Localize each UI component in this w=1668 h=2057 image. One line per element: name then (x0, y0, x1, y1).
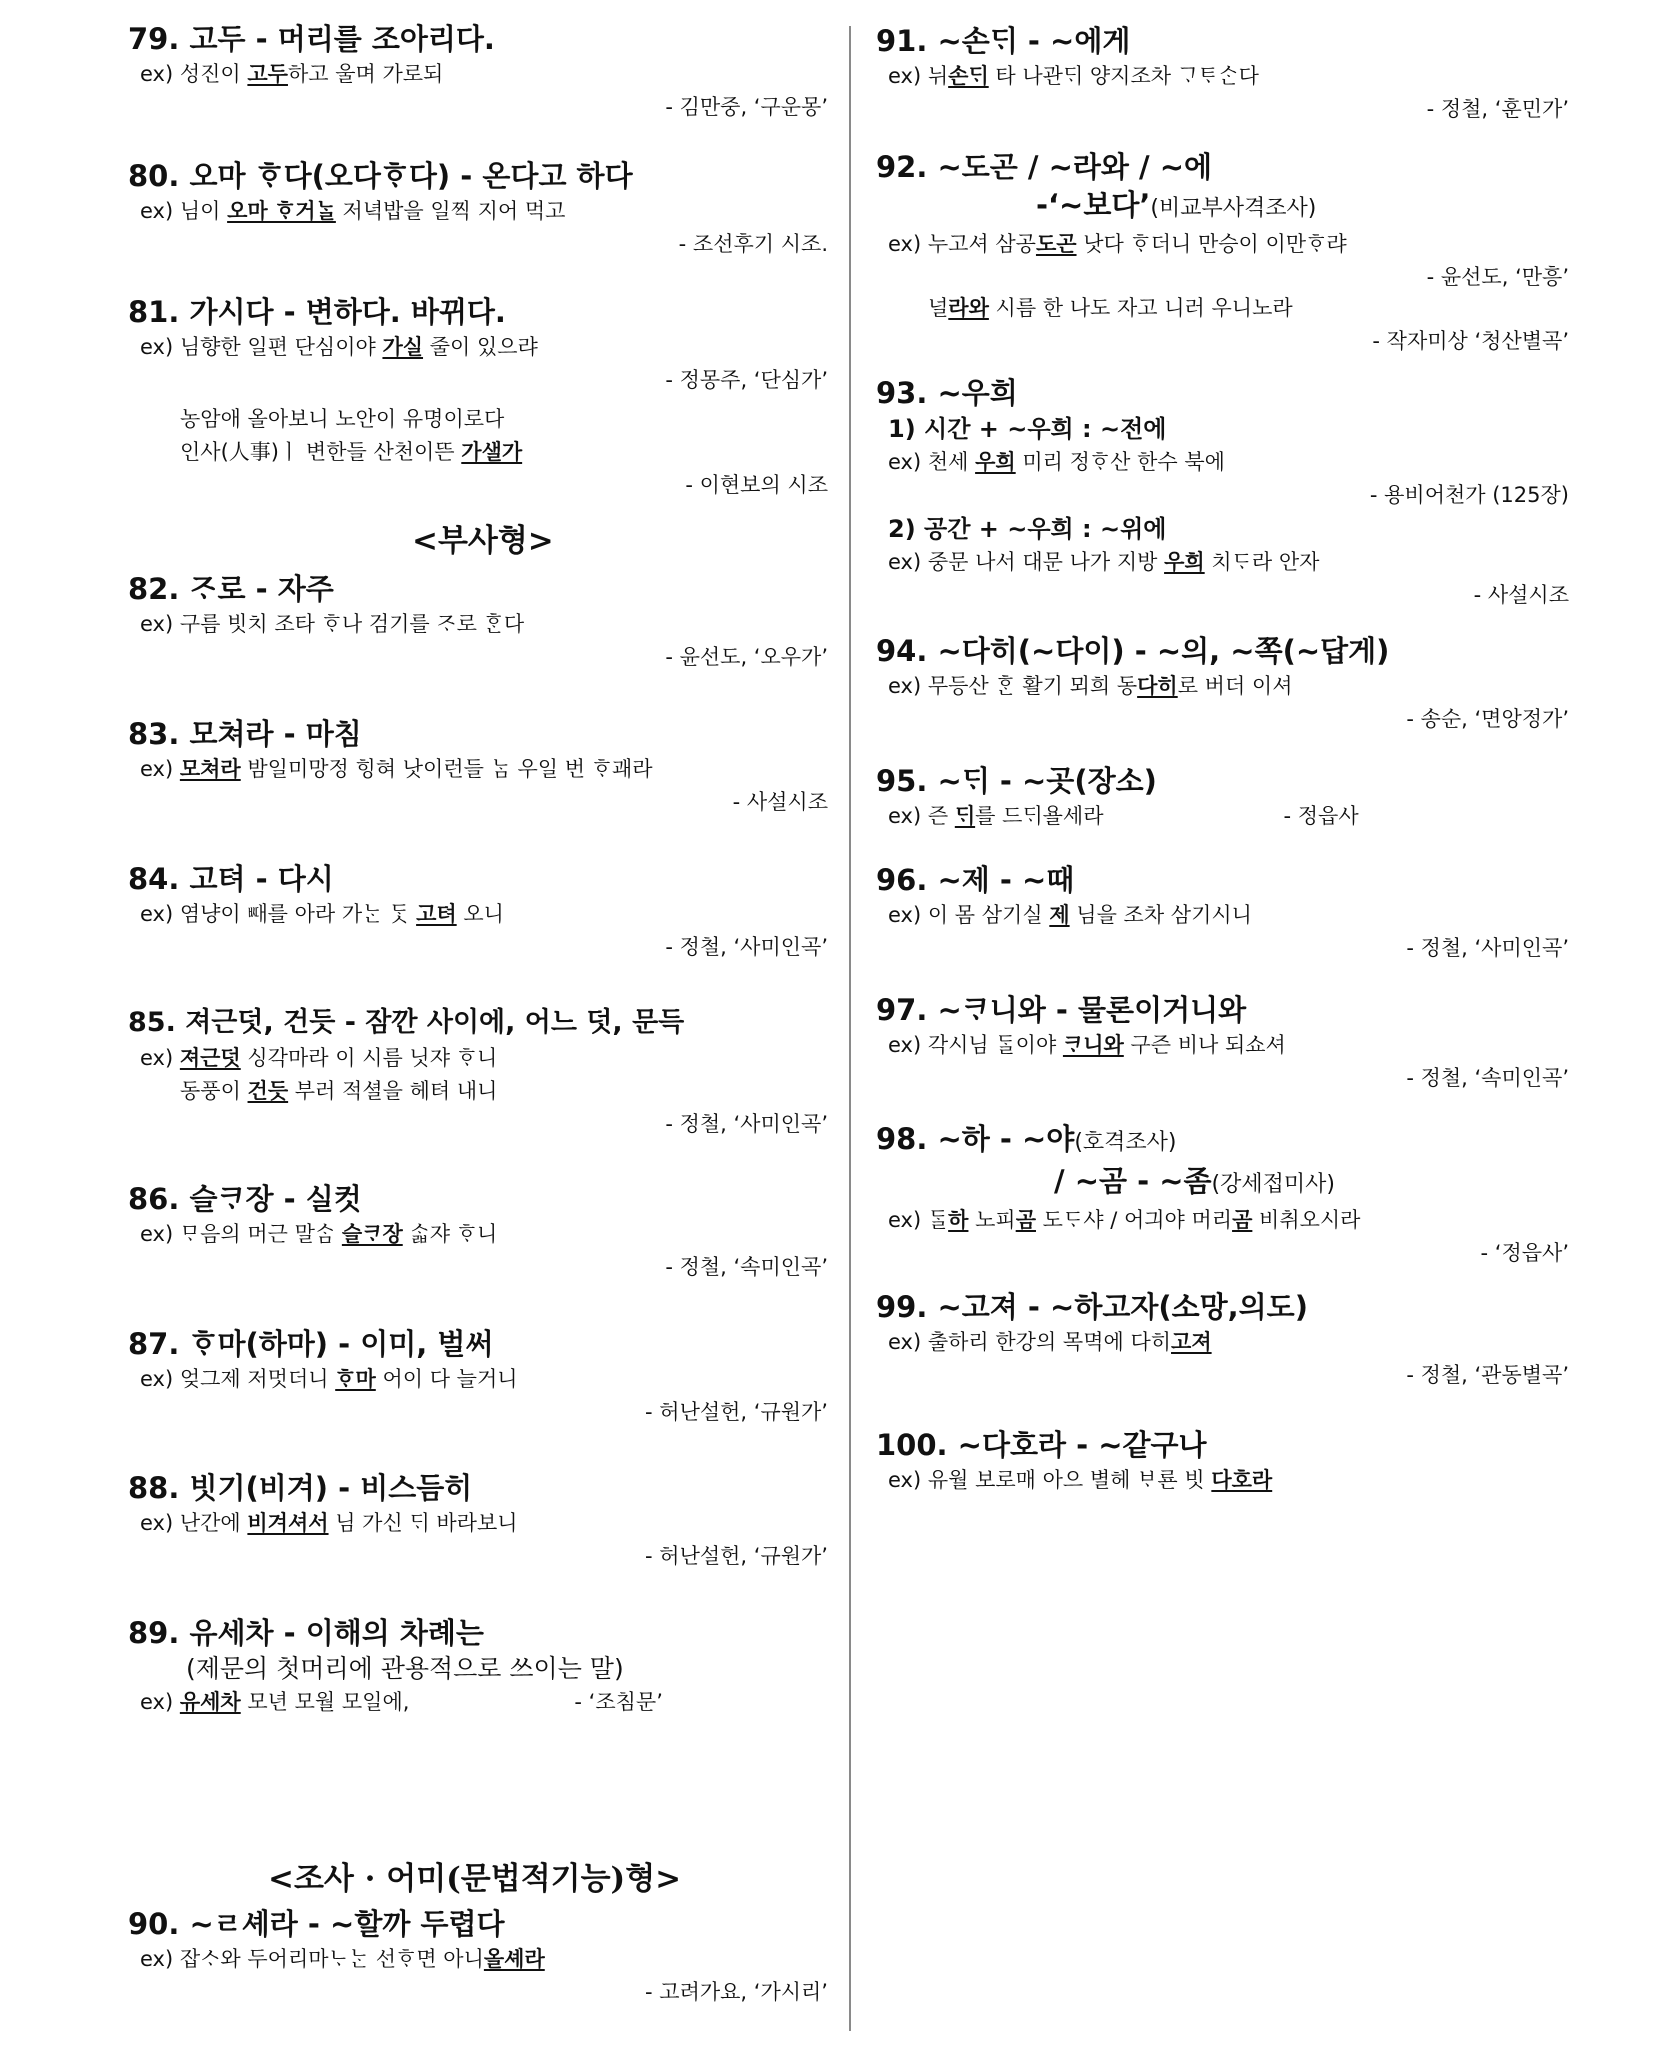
example-text: ex) (140, 1046, 180, 1070)
entry-heading-text: 98. ~하 - ~야 (876, 1122, 1075, 1156)
entry-note: (제문의 첫머리에 관용적으로 쓰이는 말) (186, 1654, 624, 1683)
entry-heading: 100. ~다호라 - ~같구나 (876, 1428, 1207, 1462)
example-text: 구즌 비나 되쇼셔 (1123, 1033, 1286, 1057)
example-text: 님 가신 ᄃᆡ 바라보니 (328, 1511, 518, 1535)
keyword: 고텨 (416, 902, 457, 926)
source-citation: - 용비어천가 (125장) (1369, 483, 1569, 507)
example-text: 동풍이 (180, 1079, 248, 1103)
example-text: 비취오시라 (1252, 1208, 1361, 1232)
source-citation: - 정철, ‘속미인곡’ (1406, 1066, 1569, 1090)
entry-heading: 88. 빗기(비겨) - 비스듬히 (128, 1471, 473, 1505)
example-line (128, 1042, 828, 1075)
example-line (128, 1363, 828, 1396)
keyword: 모쳐라 (179, 757, 241, 781)
example-line (128, 1686, 828, 1719)
entry-82 (128, 570, 828, 674)
example-text: 줄이 있으랴 (423, 335, 538, 359)
section-heading-adverb: <부사형> (412, 523, 554, 559)
example-line (128, 1218, 828, 1251)
example-line: 농암애 올아보니 노안이 유명이로다 (180, 407, 505, 431)
source-citation: - 허난설헌, ‘규원가’ (645, 1400, 828, 1424)
example-text: ex) (140, 757, 180, 781)
example-line (876, 228, 1576, 261)
entry-heading: 96. ~제 - ~때 (876, 863, 1075, 897)
source-citation: - ‘정읍사’ (1480, 1241, 1569, 1265)
source-citation: - 정읍사 (1283, 804, 1359, 828)
section-heading-particle: <조사 · 어미(문법적기능)형> (268, 1861, 682, 1897)
example-line (876, 546, 1576, 579)
source-citation: - 조선후기 시조. (678, 232, 828, 256)
entry-heading-cont (876, 1162, 1576, 1204)
example-text: ex) 염냥이 ᄣᅢ를 아라 가ᄂᆞᆫ ᄃᆞᆺ (140, 902, 417, 926)
keyword: 제 (1049, 903, 1070, 927)
entry-91 (876, 22, 1576, 126)
keyword: 유세차 (179, 1690, 241, 1714)
entry-heading: 93. ~우희 (876, 376, 1018, 410)
example-line: ex) 구름 빗치 조타 ᄒᆞ나 검기를 ᄌᆞ로 ᄒᆞᆫ다 (140, 612, 525, 636)
example-line (128, 1943, 828, 1976)
entry-heading-text: / ~곰 - ~좀 (1054, 1164, 1212, 1198)
keyword: 올셰라 (483, 1947, 545, 1971)
entry-heading-cont (876, 186, 1576, 228)
entry-heading: 83. 모쳐라 - 마침 (128, 717, 362, 751)
entry-heading: 97. ~ᄏᆞ니와 - 물론이거니와 (876, 993, 1247, 1027)
source-citation: - 고려가요, ‘가시리’ (645, 1980, 828, 2004)
source-citation: - 정철, ‘훈민가’ (1426, 97, 1569, 121)
source-citation: - ‘조침문’ (574, 1690, 663, 1714)
keyword: 고두 (247, 62, 288, 86)
example-line (876, 1464, 1576, 1497)
entry-heading: 86. 슬ᄏᆞ장 - 실컷 (128, 1182, 362, 1216)
entry-84 (128, 860, 828, 964)
entry-85 (128, 1004, 828, 1141)
keyword: ᄃᆡ (954, 804, 976, 828)
source-citation: - 사설시조 (732, 790, 828, 814)
example-text: 낫다 ᄒᆞ더니 만승이 이만ᄒᆞ랴 (1076, 232, 1347, 256)
entry-95 (876, 762, 1576, 833)
entry-100 (876, 1426, 1576, 1497)
example-line (128, 436, 828, 469)
source-citation: - 허난설헌, ‘규원가’ (645, 1544, 828, 1568)
example-text: 타 나관ᄃᆡ 양지조차 ᄀᆞᄐᆞᄉᆞᆫ다 (988, 64, 1259, 88)
example-line (876, 446, 1576, 479)
entry-heading: 89. 유세차 - 이해의 차례는 (128, 1616, 484, 1650)
example-text: 도ᄃᆞ샤 / 어긔야 머리 (1035, 1208, 1233, 1232)
keyword: 손ᄃᆡ (948, 64, 989, 88)
example-text: ex) 무등산 ᄒᆞᆫ 활기 뫼희 동 (888, 674, 1138, 698)
example-line (876, 670, 1576, 703)
entry-heading-text: -‘~보다’ (1036, 188, 1151, 222)
entry-79 (128, 20, 828, 124)
example-text: 시름 한 나도 자고 니러 우니노라 (988, 296, 1293, 320)
entry-heading: 84. 고텨 - 다시 (128, 862, 334, 896)
keyword: 고져 (1171, 1330, 1212, 1354)
example-text: ex) 엊그제 저멋더니 (140, 1367, 336, 1391)
entry-89 (128, 1614, 828, 1719)
example-text: 모년 모월 모일에, (240, 1690, 410, 1714)
entry-97 (876, 991, 1576, 1095)
source-citation: - 정몽주, ‘단심가’ (665, 368, 828, 392)
entry-92 (876, 148, 1576, 358)
entry-heading: 92. ~도곤 / ~라와 / ~에 (876, 150, 1213, 184)
example-text: ᄉᆞᆲ쟈 ᄒᆞ니 (402, 1222, 498, 1246)
example-line (128, 195, 828, 228)
keyword: 슬ᄏᆞ장 (341, 1222, 403, 1246)
sense-heading-space: 2) 공간 + ~우희 : ~위에 (888, 515, 1167, 543)
entry-heading: 90. ~ㄹ셰라 - ~할까 두렵다 (128, 1907, 505, 1941)
example-text: 인사(人事)ㅣ 변한들 산천이뜬 (180, 440, 462, 464)
example-line (876, 60, 1576, 93)
example-text: 노피 (968, 1208, 1016, 1232)
keyword: 우희 (1164, 550, 1205, 574)
source-citation: - 정철, ‘사미인곡’ (665, 1112, 828, 1136)
example-line (128, 331, 828, 364)
example-text: ex) 님향한 일편 단심이야 (140, 335, 383, 359)
entry-heading: 85. 져근덧, 건듯 - 잠깐 사이에, 어느 덧, 문득 (128, 1007, 685, 1038)
entry-90 (128, 1905, 828, 2009)
example-line (128, 753, 828, 786)
example-text: 널 (928, 296, 949, 320)
entry-gloss-note: (강세접미사) (1211, 1172, 1335, 1197)
entry-heading (876, 1120, 1576, 1162)
example-text: ex) 유월 보로매 아으 별헤 ᄇᆞ룐 빗 (888, 1468, 1212, 1492)
example-line (128, 898, 828, 931)
sense-heading-time: 1) 시간 + ~우희 : ~전에 (888, 415, 1167, 443)
example-line (876, 899, 1576, 932)
keyword: 가샐가 (461, 440, 523, 464)
keyword: 다히 (1137, 674, 1178, 698)
example-text: 를 드ᄃᆡ욜세라 (975, 804, 1104, 828)
example-text: ex) 잡ᄉᆞ와 두어리마ᄂᆞᄂᆞᆫ 선ᄒᆞ면 아니 (140, 1947, 484, 1971)
example-text: ex) 성진이 (140, 62, 248, 86)
entry-heading: 87. ᄒᆞ마(하마) - 이미, 벌써 (128, 1327, 494, 1361)
keyword: 우희 (975, 450, 1016, 474)
source-citation: - 정철, ‘관동별곡’ (1406, 1363, 1569, 1387)
entry-heading: 95. ~ᄃᆡ - ~곳(장소) (876, 764, 1157, 798)
example-text: 어이 다 늘거니 (375, 1367, 518, 1391)
entry-heading: 80. 오마 ᄒᆞ다(오다ᄒᆞ다) - 온다고 하다 (128, 159, 633, 193)
keyword: 하 (948, 1208, 969, 1232)
example-line (128, 1075, 828, 1108)
entry-heading: 82. ᄌᆞ로 - 자주 (128, 572, 334, 606)
entry-heading: 99. ~고져 - ~하고자(소망,의도) (876, 1290, 1308, 1324)
entry-98 (876, 1120, 1576, 1270)
entry-87 (128, 1325, 828, 1429)
example-text: 님을 조차 삼기시니 (1069, 903, 1252, 927)
example-text: 밤일미망정 힝혀 낫이런들 ᄂᆞᆷ 우일 번 ᄒᆞ괘라 (240, 757, 653, 781)
example-text: ex) 중문 나서 대문 나가 지방 (888, 550, 1165, 574)
example-line (876, 292, 1576, 325)
keyword: 건듯 (247, 1079, 289, 1103)
keyword: ᄒᆞ마 (335, 1367, 376, 1391)
example-text: 싱각마라 이 시름 닛쟈 ᄒᆞ니 (240, 1046, 498, 1070)
entry-86 (128, 1180, 828, 1284)
entry-83 (128, 715, 828, 819)
example-text: ex) 뉘 (888, 64, 949, 88)
entry-heading: 91. ~손ᄃᆡ - ~에게 (876, 24, 1131, 58)
example-text: 오니 (456, 902, 504, 926)
example-text: ex) 이 몸 삼기실 (888, 903, 1050, 927)
example-text: ex) 님이 (140, 199, 228, 223)
keyword: 다호라 (1211, 1468, 1273, 1492)
example-text: ex) 즌 (888, 804, 955, 828)
source-citation: - 김만중, ‘구운몽’ (665, 95, 828, 119)
entry-93 (876, 374, 1576, 612)
example-text: 로 버더 이셔 (1177, 674, 1293, 698)
example-line (128, 1507, 828, 1540)
keyword: 비겨셔서 (247, 1511, 329, 1535)
example-text: ex) 난간에 (140, 1511, 248, 1535)
keyword: ᄏᆞ니와 (1062, 1033, 1124, 1057)
example-line (876, 1326, 1576, 1359)
example-line (876, 1204, 1576, 1237)
example-text: 저녁밥을 일찍 지어 먹고 (335, 199, 566, 223)
source-citation: - 송순, ‘면앙정가’ (1406, 707, 1569, 731)
entry-gloss-note: (호격조사) (1074, 1130, 1177, 1155)
example-text: ex) (140, 1690, 180, 1714)
source-citation: - 윤선도, ‘만흥’ (1426, 265, 1569, 289)
keyword: 도곤 (1035, 232, 1077, 256)
example-text: ex) 천세 (888, 450, 976, 474)
example-text: ex) 각시님 ᄃᆞᆯ이야 (888, 1033, 1063, 1057)
source-citation: - 이현보의 시조 (685, 473, 828, 497)
example-text: 부러 적셜을 헤텨 내니 (288, 1079, 498, 1103)
entry-99 (876, 1288, 1576, 1392)
example-text: 하고 울며 가로되 (287, 62, 444, 86)
source-citation: - 작자미상 ‘청산별곡’ (1372, 329, 1569, 353)
keyword: 라와 (948, 296, 989, 320)
example-line (128, 58, 828, 91)
entry-heading: 81. 가시다 - 변하다. 바뀌다. (128, 295, 506, 329)
example-text: ex) 누고셔 삼공 (888, 232, 1036, 256)
source-citation: - 정철, ‘사미인곡’ (665, 935, 828, 959)
entry-heading: 79. 고두 - 머리를 조아리다. (128, 22, 495, 56)
example-text: ex) 출하리 한강의 목멱에 다히 (888, 1330, 1172, 1354)
example-text: ex) ᄆᆞ음의 머근 말ᄉᆞᆷ (140, 1222, 342, 1246)
keyword: 곰 (1015, 1208, 1036, 1232)
keyword: 가실 (382, 335, 424, 359)
source-citation: - 정철, ‘속미인곡’ (665, 1255, 828, 1279)
entry-80 (128, 157, 828, 261)
example-line (876, 800, 1576, 833)
source-citation: - 사설시조 (1473, 583, 1569, 607)
keyword: 져근덧 (179, 1046, 241, 1070)
example-text: ex) ᄃᆞᆯ (888, 1208, 949, 1232)
source-citation: - 정철, ‘사미인곡’ (1406, 936, 1569, 960)
entry-heading: 94. ~다히(~다이) - ~의, ~쪽(~답게) (876, 634, 1390, 668)
example-text: 치ᄃᆞ라 안자 (1204, 550, 1320, 574)
entry-96 (876, 861, 1576, 965)
entry-94 (876, 632, 1576, 736)
entry-88 (128, 1469, 828, 1573)
keyword: 곰 (1232, 1208, 1253, 1232)
example-line (876, 1029, 1576, 1062)
entry-gloss-note: (비교부사격조사) (1150, 196, 1317, 221)
column-divider (849, 26, 851, 2031)
source-citation: - 윤선도, ‘오우가’ (665, 645, 828, 669)
entry-81 (128, 293, 828, 502)
keyword: 오마 ᄒᆞ거ᄂᆞᆯ (227, 199, 336, 223)
example-text: 미리 정ᄒᆞ산 한수 북에 (1015, 450, 1225, 474)
